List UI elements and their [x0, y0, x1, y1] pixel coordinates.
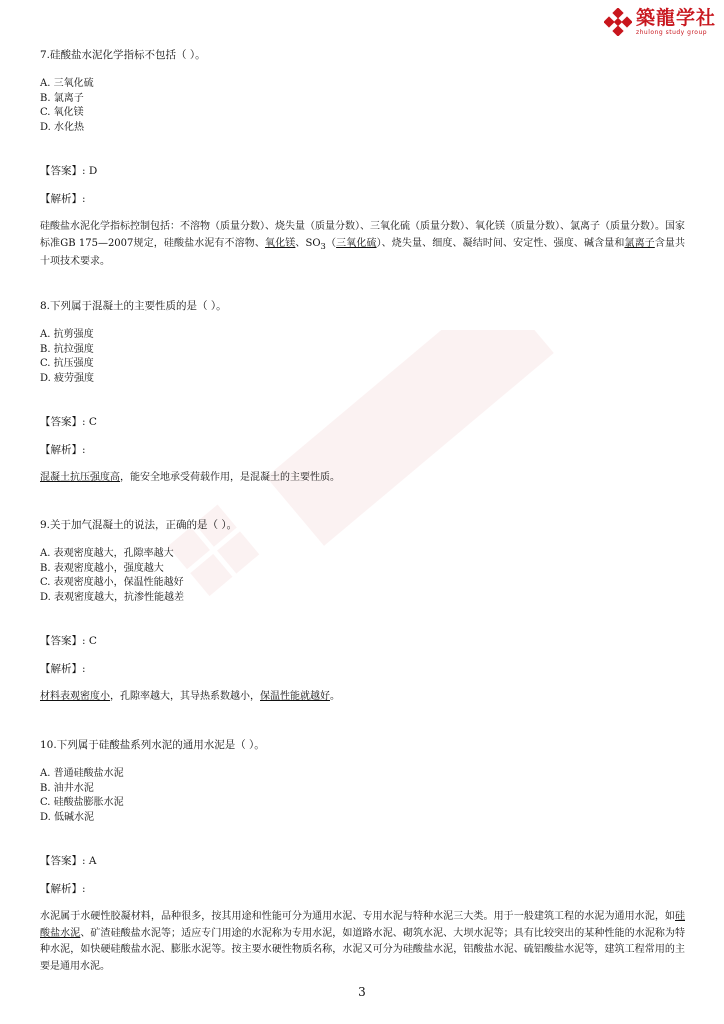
option-c: C. 硅酸盐膨胀水泥 [40, 797, 124, 808]
analysis-title: 【解析】: [40, 193, 86, 205]
analysis-text: 混凝土抗压强度高，能安全地承受荷载作用，是混凝土的主要性质。 [40, 472, 340, 483]
analysis-title: 【解析】: [40, 663, 86, 675]
brand-subtitle: zhulong study group [635, 29, 708, 36]
option-a: A. 表观密度越大，孔隙率越大 [40, 548, 174, 559]
question-block-7 [40, 48, 685, 271]
answer-label: 【答案】: D [40, 165, 98, 177]
brand-mark-icon [604, 8, 632, 36]
option-d: D. 低碱水泥 [40, 811, 95, 823]
option-b: B. 抗拉强度 [40, 343, 94, 355]
analysis-text: 硅酸盐水泥化学指标控制包括：不溶物（质量分数）、烧失量（质量分数）、三氧化硫（质量分数）、氧化镁（质量分数）、氯离子（质量分数）。国家标准GB 175—2007规定，硅酸盐水泥有不溶物、氧化镁、$SO_3$（三氧化硫）、烧失量、细度、凝结时间、安定性、强度、碱含量和氯离子含量共十项技术要求。 [40, 221, 686, 267]
option-c: C. 表观密度越小，保温性能越好 [40, 577, 184, 588]
option-d: D. 疲劳强度 [40, 372, 95, 384]
option-d: D. 表观密度越大，抗渗性能越差 [40, 591, 185, 603]
option-a: A. 抗剪强度 [40, 329, 94, 340]
option-b: B. 表观密度越小，强度越大 [40, 562, 164, 574]
question-text: 8.下列属于混凝土的主要性质的是（ ）。 [40, 300, 227, 312]
option-list [40, 547, 685, 605]
analysis-text: 水泥属于水硬性胶凝材料，品种很多，按其用途和性能可分为通用水泥、专用水泥与特种水泥三大类。用于一般建筑工程的水泥为通用水泥，如硅酸盐水泥、矿渣硅酸盐水泥等；适应专门用途的水泥称为专用水泥，如道路水泥、砌筑水泥、大坝水泥等；具有比较突出的某种性能的水泥称为特种水泥，如快硬硅酸盐水泥、膨胀水泥等。按主要水硬性物质名称，水泥又可分为硅酸盐水泥，铝酸盐水泥、硫铝酸盐水泥等，建筑工程常用的主要是通用水泥。 [40, 911, 686, 972]
question-block-10 [40, 738, 685, 975]
question-text: 7.硅酸盐水泥化学指标不包括（ ）。 [40, 49, 206, 61]
brand-name: 築龍学社 [635, 7, 716, 29]
option-b: B. 氯离子 [40, 92, 84, 104]
answer-label: 【答案】: C [40, 416, 97, 428]
option-c: C. 氧化镁 [40, 107, 84, 118]
question-text: 9.关于加气混凝土的说法，正确的是（ ）。 [40, 519, 238, 531]
page-number: 3 [358, 985, 366, 999]
option-a: A. 三氧化硫 [40, 78, 94, 89]
question-text: 10.下列属于硅酸盐系列水泥的通用水泥是（ ）。 [40, 739, 265, 751]
answer-label: 【答案】: C [40, 635, 97, 647]
analysis-text: 材料表观密度小，孔隙率越大，其导热系数越小，保温性能就越好。 [40, 691, 340, 702]
option-list [40, 77, 685, 135]
option-c: C. 抗压强度 [40, 358, 94, 369]
analysis-title: 【解析】: [40, 444, 86, 456]
option-list [40, 328, 685, 386]
option-list [40, 767, 685, 825]
answer-label: 【答案】: A [40, 855, 97, 867]
question-block-9 [40, 518, 685, 706]
option-a: A. 普通硅酸盐水泥 [40, 768, 124, 779]
analysis-title: 【解析】: [40, 883, 86, 895]
brand-logo [604, 8, 716, 36]
question-block-8 [40, 299, 685, 487]
option-b: B. 油井水泥 [40, 782, 94, 794]
option-d: D. 水化热 [40, 121, 85, 133]
